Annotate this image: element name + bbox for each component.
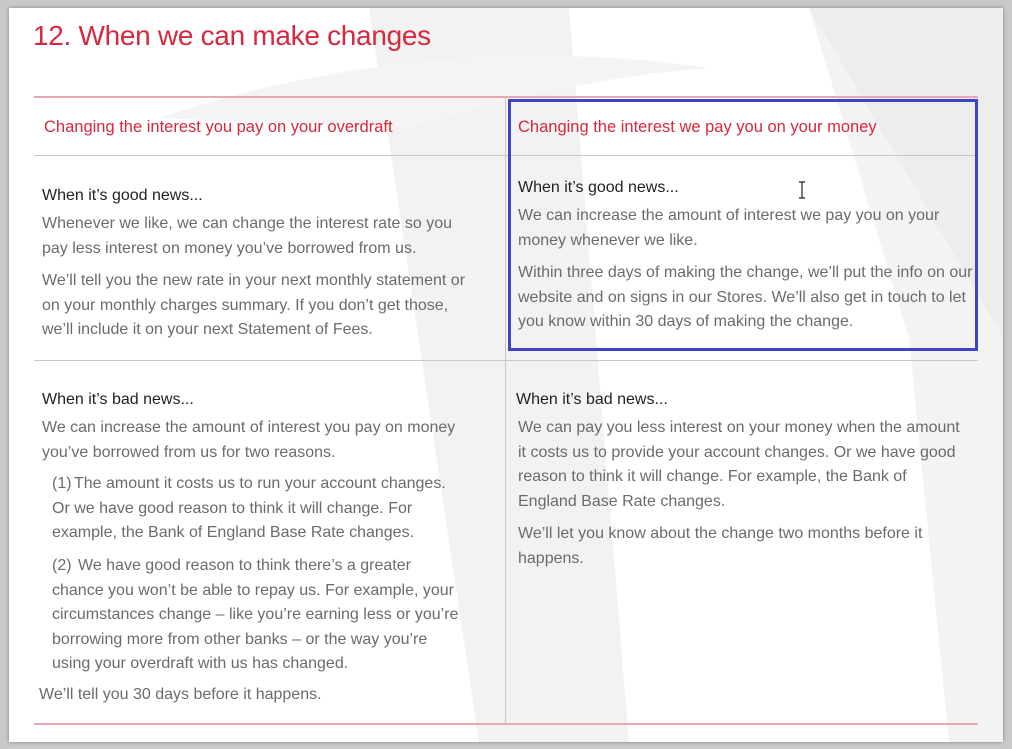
left-bad-news-heading: When it’s bad news... — [42, 391, 194, 408]
right-good-news-heading: When it’s good news... — [518, 179, 679, 196]
right-good-news-paragraph-2: Within three days of making the change, we’ll put the info on our website and on signs in our Stores. We’ll also get in touch to let you know within 30 days of making the change. — [518, 264, 973, 330]
left-bad-news-reason-2 — [52, 554, 462, 677]
left-good-news-heading: When it’s good news... — [42, 187, 203, 204]
reason-1-number: (1) — [52, 475, 72, 492]
reason-2-text: We have good reason to think there’s a greater chance you won’t be able to repay us. For example, your circumstances change – like you’re earning less or you’re borrowing more from other banks – or the way you’re using your overdraft with us has changed. — [52, 557, 459, 672]
reason-2-number: (2) — [52, 557, 72, 574]
selection-highlight-box — [508, 99, 978, 351]
right-column-header: Changing the interest we pay you on your money — [518, 118, 877, 136]
left-good-news-paragraph-2: We’ll tell you the new rate in your next monthly statement or on your monthly charges summary. If you don’t get those, we’ll include it on your next Statement of Fees. — [42, 272, 466, 338]
reason-1-text: The amount it costs us to run your account changes. Or we have good reason to think it will change. For example, the Bank of England Base Rate changes. — [52, 475, 446, 541]
right-bad-news-paragraph-1: We can pay you less interest on your money when the amount it costs us to provide your account changes. Or we have good reason to think it will change. For example, the Bank of England Base Rate changes. — [518, 419, 960, 510]
left-bad-news-reason-1 — [52, 472, 462, 546]
right-bad-news-heading: When it’s bad news... — [516, 391, 668, 408]
right-bad-news-paragraph-2: We’ll let you know about the change two months before it happens. — [518, 525, 923, 567]
text-cursor-icon — [797, 181, 807, 199]
left-bad-news-intro: We can increase the amount of interest you pay on money you’ve borrowed from us for two reasons. — [42, 419, 456, 461]
row-divider — [34, 360, 978, 361]
right-good-news-paragraph-1: We can increase the amount of interest we pay you on your money whenever we like. — [518, 207, 940, 249]
section-title: 12. When we can make changes — [33, 20, 431, 51]
left-good-news-paragraph-1: Whenever we like, we can change the interest rate so you pay less interest on money you’ve borrowed from us. — [42, 215, 452, 257]
left-column-header: Changing the interest you pay on your overdraft — [44, 118, 393, 136]
left-bad-news-footer: We’ll tell you 30 days before it happens. — [39, 686, 322, 703]
column-divider — [505, 98, 506, 723]
